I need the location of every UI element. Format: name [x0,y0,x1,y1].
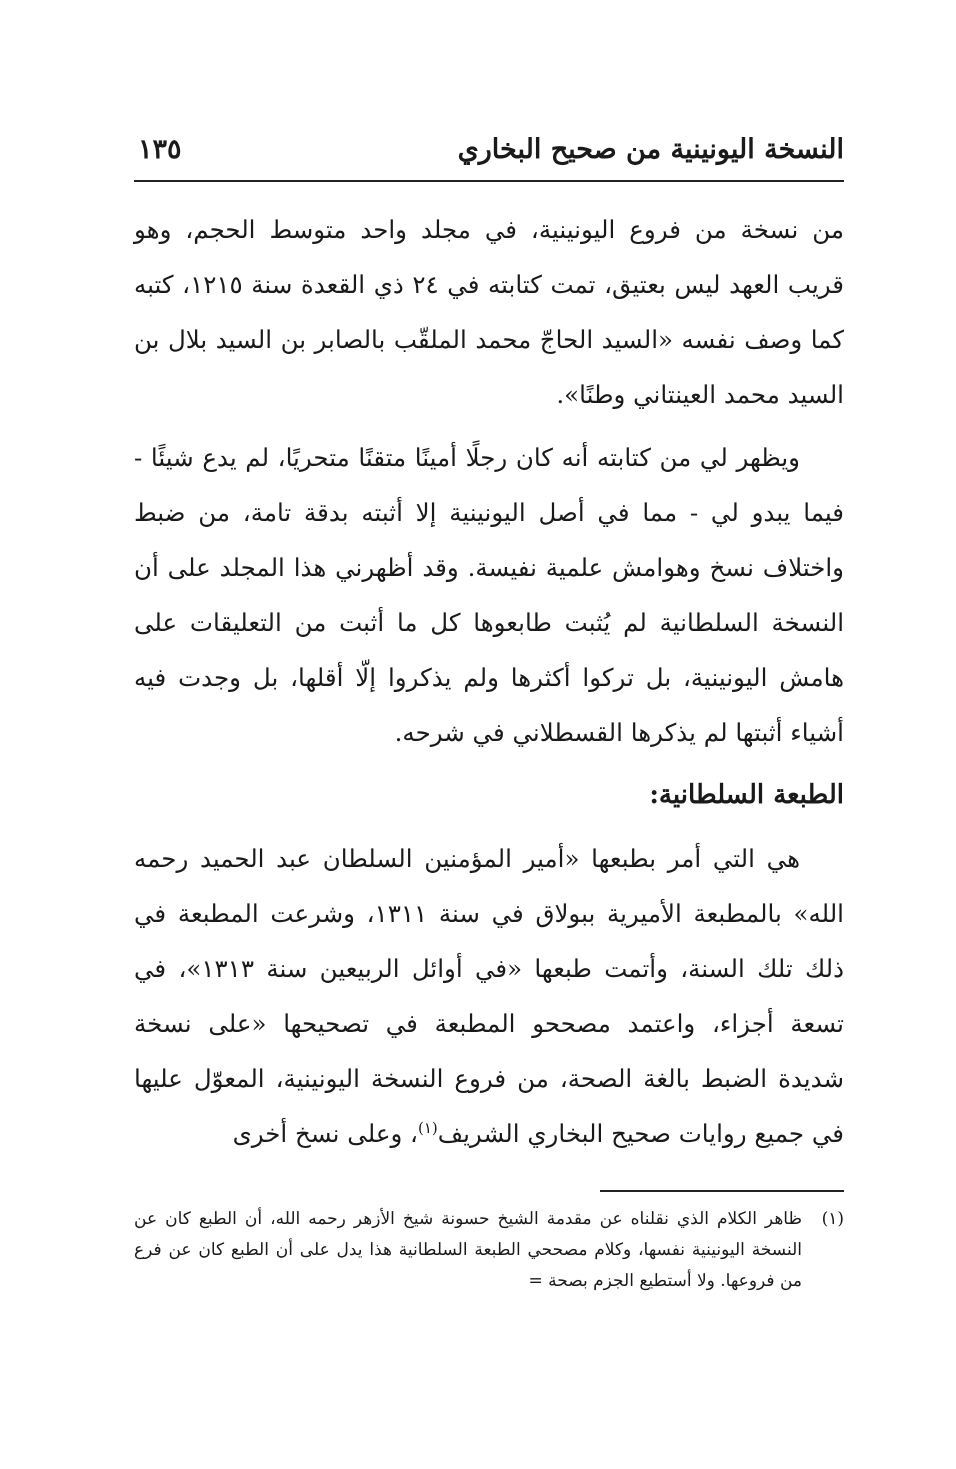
footnote-marker: (١) [821,1209,844,1229]
main-text [134,202,844,1161]
paragraph-spacer [134,760,844,768]
footnote-separator [600,1190,844,1192]
footnote-item [134,1204,844,1297]
paragraph-manuscript-description: من نسخة من فروع اليونينية، في مجلد واحد متوسط الحجم، وهو قريب العهد ليس بعتيق، تمت كتابته في ٢٤ ذي القعدة سنة ١٢١٥، كتبه كما وصف نفسه «السيد الحاجّ محمد الملقّب بالصابر بن السيد بلال بن السيد محمد العينتاني وطنًا». [134,215,845,409]
footnote-text: ظاهر الكلام الذي نقلناه عن مقدمة الشيخ حسونة شيخ الأزهر رحمه الله، أن الطبع كان عن النسخة اليونينية نفسها، وكلام مصححي الطبعة السلطانية هذا يدل على أن الطبع كان عن فرع من فروعها. ولا أستطيع الجزم بصحة = [134,1209,802,1291]
paragraph-spacer [134,823,844,831]
page-number: ١٣٥ [138,134,182,165]
paragraph-copyist-assessment: ويظهر لي من كتابته أنه كان رجلًا أمينًا متقنًا متحريًا، لم يدع شيئًا - فيما يبدو لي - مما في أصل اليونينية إلا أثبته بدقة تامة، من ضبط واختلاف نسخ وهوامش علمية نفيسة. وقد أظهرني هذا المجلد على أن النسخة السلطانية لم يُثبت طابعوها كل ما أثبت من التعليقات على هامش اليونينية، بل تركوا أكثرها ولم يذكروا إلّا أقلها، بل وجدت فيه أشياء أثبتها لم يذكرها القسطلاني في شرحه. [134,443,844,747]
paragraph-text-part: هي التي أمر بطبعها «أمير المؤمنين السلطان عبد الحميد رحمه الله» بالمطبعة الأميرية ببولاق في سنة ١٣١١، وشرعت المطبعة في ذلك تلك السنة، وأتمت طبعها «في أوائل الربيعين سنة ١٣١٣»، في تسعة أجزاء، واعتمد مصححو المطبعة في تصحيحها «على نسخة شديدة الضبط بالغة الصحة، من فروع النسخة اليونينية، المعوّل عليها في جميع روايات صحيح البخاري الشريف [134,844,845,1148]
paragraph-spacer [134,422,844,430]
paragraph-sultani-edition [134,831,844,1161]
running-title: النسخة اليونينية من صحيح البخاري [457,134,844,165]
footnote-reference[interactable]: (١) [417,1118,438,1137]
section-heading: الطبعة السلطانية: [649,780,844,810]
header-rule [134,180,844,182]
paragraph-text-part: ، وعلى نسخ أخرى [232,1119,418,1148]
page-header [134,128,844,176]
footnotes [134,1204,844,1297]
